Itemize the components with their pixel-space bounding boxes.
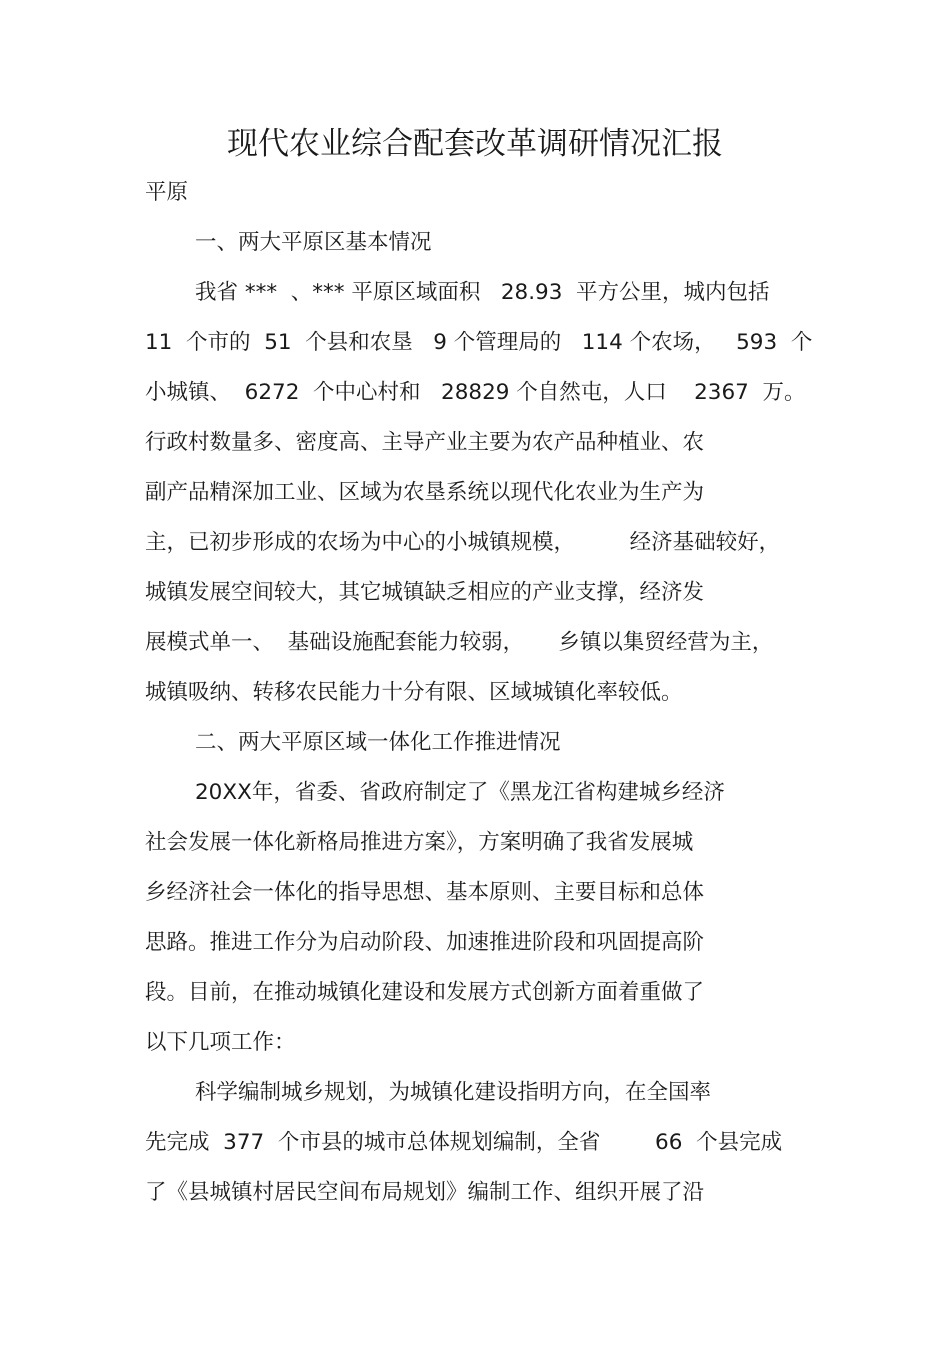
paragraph-line: 社会发展一体化新格局推进方案》，方案明确了我省发展城	[145, 830, 694, 855]
section-heading: 二、两大平原区域一体化工作推进情况	[195, 730, 561, 755]
paragraph-line: 城镇发展空间较大，其它城镇缺乏相应的产业支撑，经济发	[145, 580, 705, 605]
document-author: 平原	[145, 180, 189, 205]
paragraph-line: 行政村数量多、密度高、主导产业主要为农产品种植业、农	[145, 430, 705, 455]
paragraph-line: 我省 *** 、*** 平原区域面积 28.93 平方公里，城内包括	[195, 280, 770, 305]
paragraph-line: 主，已初步形成的农场为中心的小城镇规模， 经济基础较好，	[145, 530, 781, 555]
section-heading: 一、两大平原区基本情况	[195, 230, 432, 255]
document-title: 现代农业综合配套改革调研情况汇报	[227, 126, 723, 162]
paragraph-line: 思路。推进工作分为启动阶段、加速推进阶段和巩固提高阶	[145, 930, 705, 955]
paragraph-line: 乡经济社会一体化的指导思想、基本原则、主要目标和总体	[145, 880, 705, 905]
paragraph-line: 小城镇、 6272 个中心村和 28829 个自然屯，人口 2367 万。	[145, 380, 806, 405]
paragraph-line: 以下几项工作：	[145, 1030, 296, 1055]
paragraph-line: 20XX年，省委、省政府制定了《黑龙江省构建城乡经济	[195, 780, 725, 805]
paragraph-line: 城镇吸纳、转移农民能力十分有限、区域城镇化率较低。	[145, 680, 683, 705]
paragraph-line: 科学编制城乡规划，为城镇化建设指明方向，在全国率	[195, 1080, 712, 1105]
paragraph-line: 了《县城镇村居民空间布局规划》编制工作、组织开展了沿	[145, 1180, 705, 1205]
paragraph-line: 展模式单一、 基础设施配套能力较弱， 乡镇以集贸经营为主，	[145, 630, 774, 655]
paragraph-line: 11 个市的 51 个县和农垦 9 个管理局的 114 个农场， 593 个	[145, 330, 813, 355]
paragraph-line: 副产品精深加工业、区域为农垦系统以现代化农业为生产为	[145, 480, 705, 505]
paragraph-line: 先完成 377 个市县的城市总体规划编制，全省 66 个县完成	[145, 1130, 783, 1155]
paragraph-line: 段。目前，在推动城镇化建设和发展方式创新方面着重做了	[145, 980, 705, 1005]
